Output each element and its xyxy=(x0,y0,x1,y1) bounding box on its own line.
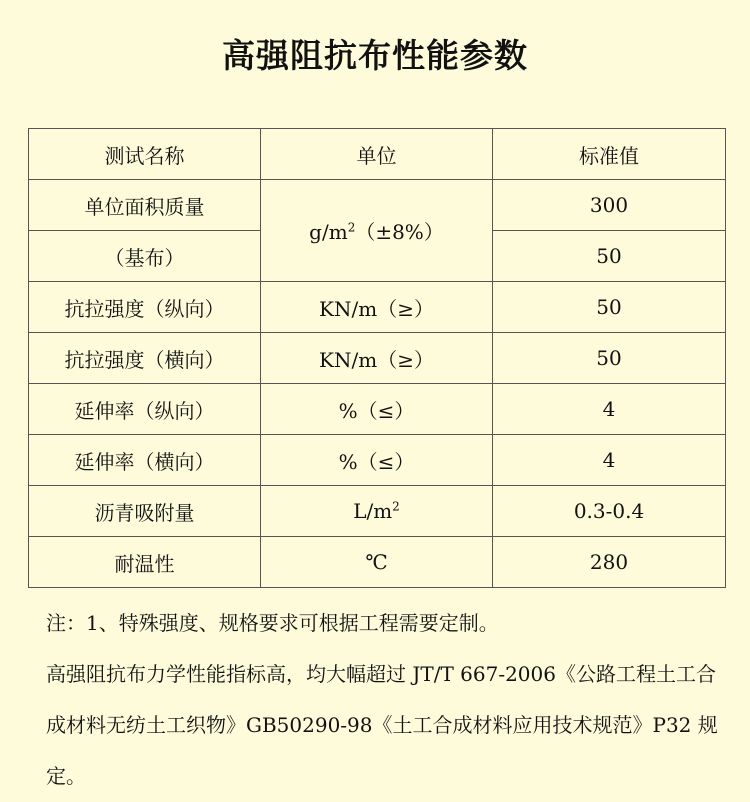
header-standard-value: 标准值 xyxy=(493,129,726,180)
note-standards: 高强阻抗布力学性能指标高，均大幅超过 JT/T 667-2006《公路工程土工合成材料无纺土工织物》GB50290-98《土工合成材料应用技术规范》P32 规定。 xyxy=(46,662,718,788)
row-name: 单位面积质量 xyxy=(29,180,261,231)
note-customization: 注：1、特殊强度、规格要求可根据工程需要定制。 xyxy=(46,611,499,635)
unit-superscript: 2 xyxy=(347,220,356,235)
unit-suffix: （±8%） xyxy=(355,220,444,244)
row-value: 50 xyxy=(493,333,726,384)
unit-base: g/m xyxy=(309,220,348,244)
row-value: 280 xyxy=(493,537,726,588)
row-name: 沥青吸附量 xyxy=(29,486,261,537)
row-name: 延伸率（纵向） xyxy=(29,384,261,435)
row-value: 300 xyxy=(493,180,726,231)
row-unit: ℃ xyxy=(261,537,493,588)
table-header-row xyxy=(29,129,726,180)
row-unit: KN/m（≥） xyxy=(261,333,493,384)
table-row xyxy=(29,486,726,537)
table-row xyxy=(29,435,726,486)
header-test-name: 测试名称 xyxy=(29,129,261,180)
row-name: 延伸率（横向） xyxy=(29,435,261,486)
unit-superscript: 2 xyxy=(392,499,400,514)
table-row xyxy=(29,180,726,231)
row-unit: %（≤） xyxy=(261,384,493,435)
row-unit: %（≤） xyxy=(261,435,493,486)
row-unit xyxy=(261,486,493,537)
row-value: 50 xyxy=(493,231,726,282)
notes-section xyxy=(46,598,732,802)
row-unit: KN/m（≥） xyxy=(261,282,493,333)
merged-unit-cell xyxy=(261,180,493,282)
row-value: 0.3-0.4 xyxy=(493,486,726,537)
table-row xyxy=(29,537,726,588)
row-name: 抗拉强度（横向） xyxy=(29,333,261,384)
unit-base: L/m xyxy=(353,499,393,523)
page-title: 高强阻抗布性能参数 xyxy=(222,36,528,75)
header-unit: 单位 xyxy=(261,129,493,180)
row-value: 50 xyxy=(493,282,726,333)
row-name: （基布） xyxy=(29,231,261,282)
row-name: 抗拉强度（纵向） xyxy=(29,282,261,333)
table-row xyxy=(29,384,726,435)
row-value: 4 xyxy=(493,435,726,486)
table-row xyxy=(29,333,726,384)
table-row xyxy=(29,282,726,333)
parameters-table xyxy=(28,128,726,588)
row-value: 4 xyxy=(493,384,726,435)
row-name: 耐温性 xyxy=(29,537,261,588)
